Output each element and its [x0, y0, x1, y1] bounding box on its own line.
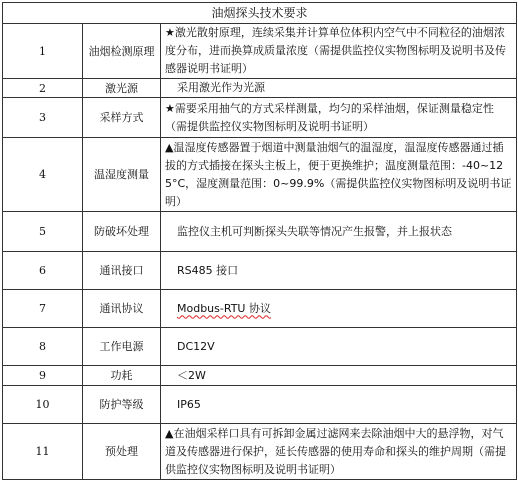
item-name: 采样方式: [83, 98, 161, 138]
table-row: [3, 24, 517, 79]
row-number: 2: [3, 79, 83, 98]
row-number: 9: [3, 366, 83, 386]
spec-table: [2, 2, 517, 480]
item-name: 通讯接口: [83, 252, 161, 290]
table-title: 油烟探头技术要求: [3, 3, 517, 24]
item-requirement: [161, 290, 517, 328]
spec-document: [2, 2, 516, 478]
table-row: [3, 366, 517, 386]
item-name: 工作电源: [83, 328, 161, 366]
item-name: 温湿度测量: [83, 138, 161, 212]
item-name: 激光源: [83, 79, 161, 98]
item-name: 防护等级: [83, 386, 161, 424]
item-name: 通讯协议: [83, 290, 161, 328]
row-number: 6: [3, 252, 83, 290]
table-caption-row: [3, 3, 517, 24]
table-row: [3, 424, 517, 480]
item-name: 油烟检测原理: [83, 24, 161, 79]
item-requirement: 采用激光作为光源: [161, 79, 517, 98]
row-number: 7: [3, 290, 83, 328]
row-number: 5: [3, 212, 83, 252]
item-requirement: ＜2W: [161, 366, 517, 386]
table-row: [3, 328, 517, 366]
item-name: 防破坏处理: [83, 212, 161, 252]
item-requirement: RS485 接口: [161, 252, 517, 290]
item-requirement-text: Modbus-RTU 协议: [177, 301, 271, 315]
item-requirement: 监控仪主机可判断探头失联等情况产生报警，并上报状态: [161, 212, 517, 252]
item-requirement: DC12V: [161, 328, 517, 366]
item-requirement: ★激光散射原理，连续采集并计算单位体积内空气中不同粒径的油烟浓度分布，进而换算成质量浓度（需提供监控仪实物图标明及说明书及传感器说明书证明）: [161, 24, 517, 79]
table-row: [3, 290, 517, 328]
table-row: [3, 138, 517, 212]
row-number: 8: [3, 328, 83, 366]
item-requirement: ★需要采用抽气的方式采样测量，均匀的采样油烟，保证测量稳定性（需提供监控仪实物图标明及说明书证明）: [161, 98, 517, 138]
row-number: 11: [3, 424, 83, 480]
row-number: 1: [3, 24, 83, 79]
item-requirement: ▲温湿度传感器置于烟道中测量油烟气的温湿度，温湿度传感器通过插拔的方式插接在探头主板上，便于更换维护；温度测量范围：-40~125°C，湿度测量范围：0~99.9%（需提供监控仪实物图标明及说明书证明）: [161, 138, 517, 212]
item-name: 预处理: [83, 424, 161, 480]
row-number: 3: [3, 98, 83, 138]
row-number: 10: [3, 386, 83, 424]
table-row: [3, 252, 517, 290]
item-requirement: IP65: [161, 386, 517, 424]
item-requirement: ▲在油烟采样口具有可拆卸金属过滤网来去除油烟中大的悬浮物，对气道及传感器进行保护，延长传感器的使用寿命和探头的维护周期（需提供监控仪实物图标明及说明书证明）: [161, 424, 517, 480]
table-row: [3, 98, 517, 138]
table-row: [3, 212, 517, 252]
item-name: 功耗: [83, 366, 161, 386]
table-row: [3, 79, 517, 98]
row-number: 4: [3, 138, 83, 212]
table-row: [3, 386, 517, 424]
